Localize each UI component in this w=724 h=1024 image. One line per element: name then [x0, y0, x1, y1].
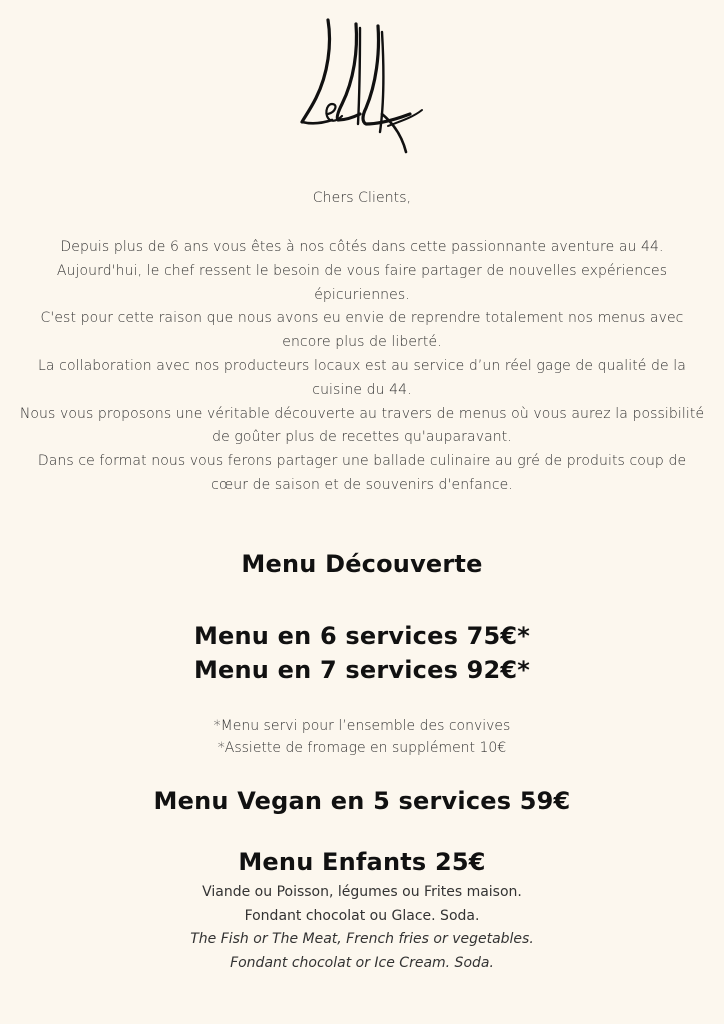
letter-line: Dans ce format nous vous ferons partager une ballade culinaire au gré de produits coup de	[37, 453, 687, 470]
letter-line: encore plus de liberté.	[282, 334, 442, 351]
letter-line: La collaboration avec nos producteurs locaux est au service d’un réel gage de qualité de la	[38, 357, 686, 374]
kids-line-en-1: The Fish or The Meat, French fries or vegetables.	[190, 931, 534, 947]
letter-line: Aujourd'hui, le chef ressent le besoin de vous faire partager de nouvelles expériences	[56, 262, 668, 279]
letter-line: cuisine du 44.	[312, 381, 412, 398]
letter-line: de goûter plus de recettes qu'auparavant.	[212, 429, 512, 446]
letter-line: C'est pour cette raison que nous avons eu envie de reprendre totalement nos menus avec	[40, 310, 684, 327]
letter-line: Nous vous proposons une véritable découverte au travers de menus où vous aurez la possibilité	[19, 405, 705, 422]
menu-decouverte-title: Menu Découverte	[241, 550, 483, 578]
note-fromage: *Assiette de fromage en supplément 10€	[217, 740, 507, 756]
le-44-logo-icon	[298, 14, 426, 160]
note-convives: *Menu servi pour l’ensemble des convives	[213, 718, 511, 734]
greeting: Chers Clients,	[312, 190, 412, 206]
letter-line: cœur de saison et de souvenirs d'enfance.	[211, 476, 513, 493]
menu-6-services: Menu en 6 services 75€*	[193, 622, 531, 650]
menu-decouverte-notes	[0, 715, 724, 759]
menu-enfants-title: Menu Enfants 25€	[238, 848, 486, 876]
kids-line-fr-1: Viande ou Poisson, légumes ou Frites maison.	[202, 884, 522, 900]
letter-paragraph	[0, 236, 724, 498]
menu-7-services: Menu en 7 services 92€*	[193, 656, 531, 684]
menu-vegan-title: Menu Vegan en 5 services 59€	[153, 787, 571, 815]
kids-line-fr-2: Fondant chocolat ou Glace. Soda.	[244, 907, 480, 924]
kids-line-en-2: Fondant chocolat or Ice Cream. Soda.	[230, 954, 494, 971]
letter-line: Depuis plus de 6 ans vous êtes à nos côtés dans cette passionnante aventure au 44.	[60, 239, 664, 255]
letter-line: épicuriennes.	[314, 286, 410, 303]
menu-enfants-details	[0, 881, 724, 975]
